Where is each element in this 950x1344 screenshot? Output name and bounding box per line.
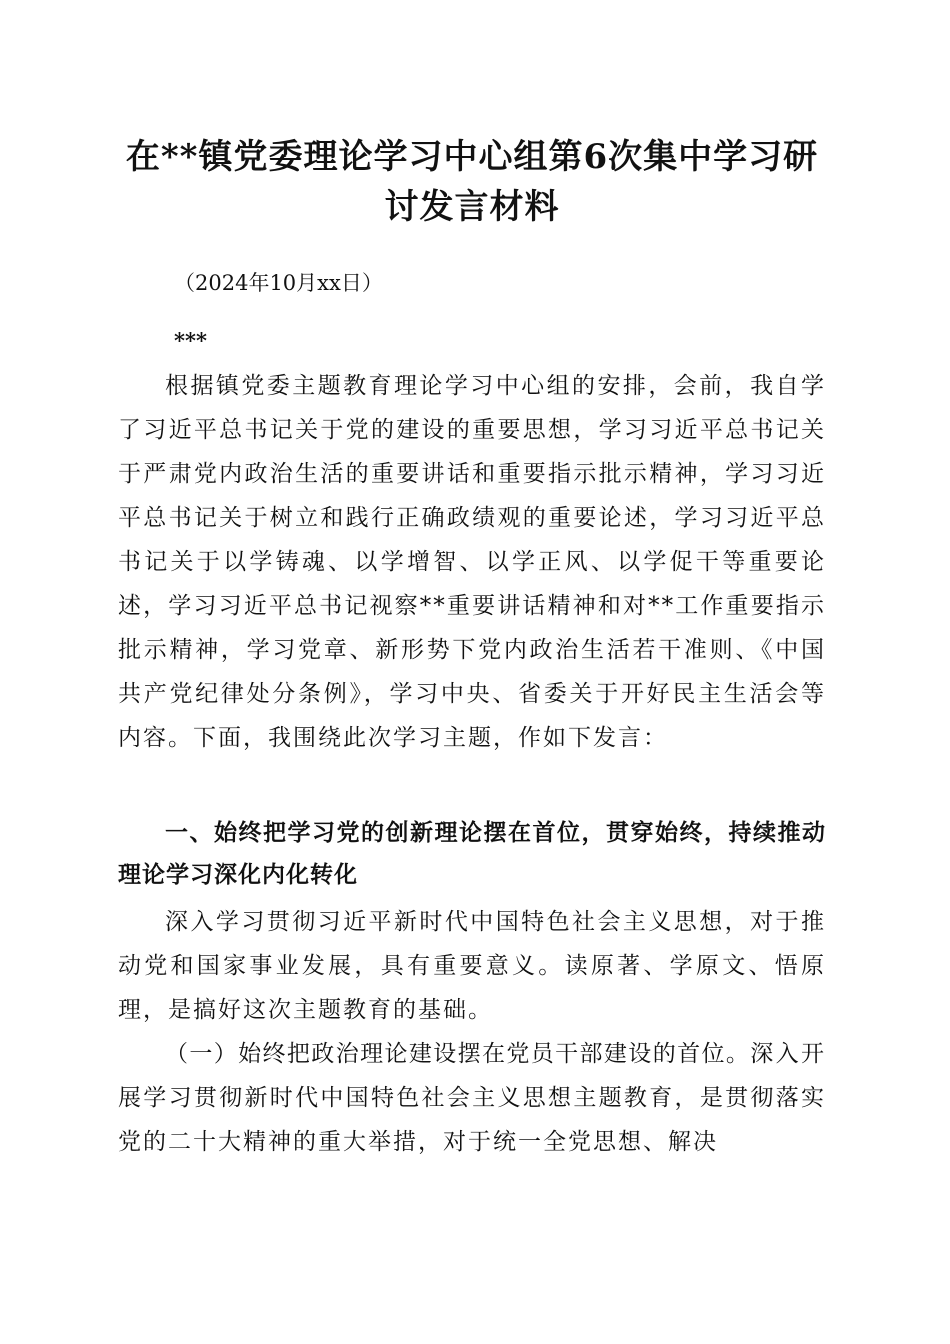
- document-author: ***: [174, 328, 207, 353]
- subsection-1-paragraph: [118, 1032, 826, 1164]
- subsection-1-text: 深入开展学习贯彻新时代中国特色社会主义思想主题教育，是贯彻落实党的二十大精神的重大举措，对于统一全党思想、解决: [118, 1041, 827, 1155]
- section-1-heading: 一、始终把学习党的创新理论摆在首位，贯穿始终，持续推动理论学习深化内化转化: [118, 820, 826, 888]
- intro-paragraph: 根据镇党委主题教育理论学习中心组的安排，会前，我自学了习近平总书记关于党的建设的重要思想，学习习近平总书记关于严肃党内政治生活的重要讲话和重要指示批示精神，学习习近平总书记关于树立和践行正确政绩观的重要论述，学习习近平总书记关于以学铸魂、以学增智、以学正风、以学促干等重要论述，学习习近平总书记视察**重要讲话精神和对**工作重要指示批示精神，学习党章、新形势下党内政治生活若干准则、《中国共产党纪律处分条例》，学习中央、省委关于开好民主生活会等内容。下面，我围绕此次学习主题，作如下发言：: [118, 373, 826, 751]
- document-date: （2024年10月xx日）: [174, 271, 383, 295]
- section-1-paragraph: 深入学习贯彻习近平新时代中国特色社会主义思想，对于推动党和国家事业发展，具有重要意义。读原著、学原文、悟原理，是搞好这次主题教育的基础。: [118, 909, 826, 1023]
- document-title: 在**镇党委理论学习中心组第6次集中学习研讨发言材料: [125, 137, 819, 227]
- subsection-1-heading: （一）始终把政治理论建设摆在党员干部建设的首位。: [165, 1041, 751, 1067]
